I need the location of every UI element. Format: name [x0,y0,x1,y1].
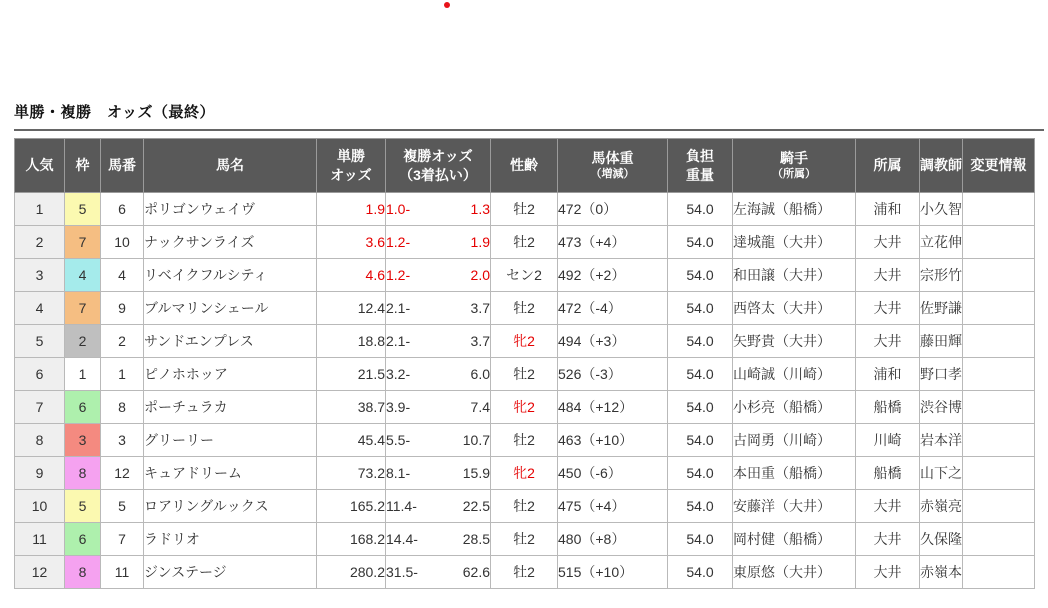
place-odds-high: 62.6 [462,564,490,580]
change-info-cell [963,490,1035,523]
win-odds-cell: 45.4 [317,424,386,457]
place-odds-high: 7.4 [470,399,490,415]
load-weight-cell: 54.0 [668,292,733,325]
table-row [15,292,1035,325]
rank-cell: 11 [15,523,65,556]
trainer-cell: 藤田輝 [920,325,963,358]
trainer-cell: 山下之 [920,457,963,490]
change-info-cell [963,292,1035,325]
horse-number-cell: 11 [101,556,144,589]
affiliation-cell: 大井 [856,490,920,523]
sex-age-cell: 牡2 [491,523,558,556]
rank-cell: 6 [15,358,65,391]
affiliation-cell: 大井 [856,325,920,358]
rank-cell: 8 [15,424,65,457]
place-odds-cell [386,259,491,292]
table-row [15,259,1035,292]
jockey-cell: 左海誠（船橋） [733,193,856,226]
waku-cell: 1 [65,358,101,391]
horse-number-cell: 8 [101,391,144,424]
place-odds-high: 22.5 [462,498,490,514]
weight-cell: 526（-3） [558,358,668,391]
waku-cell: 5 [65,490,101,523]
place-odds-cell [386,325,491,358]
weight-cell: 484（+12） [558,391,668,424]
jockey-cell: 達城龍（大井） [733,226,856,259]
odds-table [14,138,1035,589]
weight-cell: 463（+10） [558,424,668,457]
header-weight [558,139,668,193]
header-place-odds-line2: （3着払い） [399,166,477,183]
place-odds-high: 3.7 [470,333,490,349]
place-odds-low: 8.1- [386,465,411,481]
header-change-info: 変更情報 [963,139,1035,193]
win-odds-cell: 21.5 [317,358,386,391]
sex-age-cell: 牝2 [491,391,558,424]
sex-age-cell: 牡2 [491,490,558,523]
weight-cell: 472（0） [558,193,668,226]
affiliation-cell: 大井 [856,292,920,325]
rank-cell: 9 [15,457,65,490]
waku-cell: 7 [65,292,101,325]
sex-age-cell: 牡2 [491,292,558,325]
rank-cell: 3 [15,259,65,292]
place-odds-low: 3.9- [386,399,411,415]
load-weight-cell: 54.0 [668,259,733,292]
place-odds-high: 1.3 [470,201,490,217]
load-weight-cell: 54.0 [668,523,733,556]
sex-age-cell: 牡2 [491,424,558,457]
win-odds-cell: 18.8 [317,325,386,358]
header-win-odds-line2: オッズ [330,166,372,183]
table-row [15,358,1035,391]
change-info-cell [963,424,1035,457]
place-odds-range [386,564,490,580]
horse-number-cell: 12 [101,457,144,490]
jockey-cell: 西啓太（大井） [733,292,856,325]
horse-number-cell: 5 [101,490,144,523]
horse-name-cell: ポーチュラカ [144,391,317,424]
place-odds-high: 28.5 [462,531,490,547]
weight-cell: 473（+4） [558,226,668,259]
place-odds-range [386,300,490,316]
jockey-cell: 和田譲（大井） [733,259,856,292]
win-odds-cell: 38.7 [317,391,386,424]
place-odds-cell [386,424,491,457]
trainer-cell: 久保隆 [920,523,963,556]
red-dot-marker [444,2,450,8]
win-odds-cell: 73.2 [317,457,386,490]
weight-cell: 472（-4） [558,292,668,325]
place-odds-low: 14.4- [386,531,418,547]
load-weight-cell: 54.0 [668,358,733,391]
horse-name-cell: ロアリングルックス [144,490,317,523]
rank-cell: 7 [15,391,65,424]
header-load-line1: 負担 [686,148,714,165]
weight-cell: 492（+2） [558,259,668,292]
rank-cell: 5 [15,325,65,358]
place-odds-cell [386,226,491,259]
waku-cell: 6 [65,523,101,556]
weight-cell: 475（+4） [558,490,668,523]
place-odds-low: 5.5- [386,432,411,448]
place-odds-range [386,465,490,481]
change-info-cell [963,226,1035,259]
place-odds-cell [386,292,491,325]
horse-number-cell: 4 [101,259,144,292]
waku-cell: 6 [65,391,101,424]
change-info-cell [963,193,1035,226]
table-row [15,490,1035,523]
header-jockey-line2: （所属） [772,168,816,181]
horse-number-cell: 3 [101,424,144,457]
place-odds-range [386,399,490,415]
header-load-line2: 重量 [686,166,714,183]
trainer-cell: 岩本洋 [920,424,963,457]
waku-cell: 8 [65,457,101,490]
change-info-cell [963,457,1035,490]
load-weight-cell: 54.0 [668,424,733,457]
jockey-cell: 本田重（船橋） [733,457,856,490]
rank-cell: 1 [15,193,65,226]
jockey-cell: 山崎誠（川崎） [733,358,856,391]
page-title: 単勝・複勝 オッズ（最終） [14,104,216,121]
sex-age-cell: 牡2 [491,226,558,259]
place-odds-cell [386,193,491,226]
horse-name-cell: ラドリオ [144,523,317,556]
waku-cell: 7 [65,226,101,259]
table-row [15,457,1035,490]
load-weight-cell: 54.0 [668,193,733,226]
affiliation-cell: 大井 [856,259,920,292]
header-weight-line2: （増減） [590,168,635,181]
change-info-cell [963,391,1035,424]
jockey-cell: 東原悠（大井） [733,556,856,589]
header-place-odds-line1: 複勝オッズ [403,148,473,165]
place-odds-range [386,531,490,547]
waku-cell: 5 [65,193,101,226]
table-row [15,391,1035,424]
win-odds-cell: 168.2 [317,523,386,556]
change-info-cell [963,358,1035,391]
header-horse-number: 馬番 [101,139,144,193]
sex-age-cell: 牡2 [491,556,558,589]
win-odds-cell: 4.6 [317,259,386,292]
horse-number-cell: 6 [101,193,144,226]
header-sex-age: 性齢 [491,139,558,193]
header-place-odds [386,139,491,193]
rank-cell: 10 [15,490,65,523]
place-odds-low: 2.1- [386,333,411,349]
trainer-cell: 宗形竹 [920,259,963,292]
load-weight-cell: 54.0 [668,556,733,589]
header-rank: 人気 [15,139,65,193]
waku-cell: 8 [65,556,101,589]
place-odds-low: 1.2- [386,234,411,250]
sex-age-cell: 牡2 [491,358,558,391]
affiliation-cell: 大井 [856,523,920,556]
jockey-cell: 岡村健（船橋） [733,523,856,556]
header-win-odds-line1: 単勝 [337,148,365,165]
horse-number-cell: 10 [101,226,144,259]
place-odds-range [386,432,490,448]
place-odds-range [386,498,490,514]
place-odds-range [386,366,490,382]
rank-cell: 2 [15,226,65,259]
place-odds-range [386,267,490,283]
horse-name-cell: ポリゴンウェイヴ [144,193,317,226]
load-weight-cell: 54.0 [668,325,733,358]
place-odds-low: 2.1- [386,300,411,316]
affiliation-cell: 船橋 [856,457,920,490]
sex-age-cell: 牡2 [491,193,558,226]
place-odds-low: 31.5- [386,564,418,580]
affiliation-cell: 船橋 [856,391,920,424]
horse-number-cell: 1 [101,358,144,391]
place-odds-cell [386,523,491,556]
odds-table-header [15,139,1035,193]
place-odds-high: 1.9 [470,234,490,250]
table-row [15,193,1035,226]
odds-table-body [15,193,1035,589]
header-jockey [733,139,856,193]
place-odds-cell [386,457,491,490]
waku-cell: 2 [65,325,101,358]
place-odds-low: 11.4- [386,498,417,514]
horse-name-cell: リベイクフルシティ [144,259,317,292]
load-weight-cell: 54.0 [668,457,733,490]
jockey-cell: 矢野貴（大井） [733,325,856,358]
trainer-cell: 赤嶺亮 [920,490,963,523]
horse-number-cell: 2 [101,325,144,358]
table-row [15,424,1035,457]
affiliation-cell: 大井 [856,556,920,589]
place-odds-high: 6.0 [470,366,490,382]
weight-cell: 494（+3） [558,325,668,358]
jockey-cell: 小杉亮（船橋） [733,391,856,424]
header-load-weight [668,139,733,193]
load-weight-cell: 54.0 [668,391,733,424]
header-affiliation: 所属 [856,139,920,193]
header-waku: 枠 [65,139,101,193]
sex-age-cell: 牝2 [491,457,558,490]
change-info-cell [963,523,1035,556]
place-odds-cell [386,358,491,391]
header-trainer: 調教師 [920,139,963,193]
rank-cell: 12 [15,556,65,589]
header-weight-line1: 馬体重 [591,150,634,167]
win-odds-cell: 165.2 [317,490,386,523]
trainer-cell: 赤嶺本 [920,556,963,589]
header-jockey-line1: 騎手 [780,150,808,167]
win-odds-cell: 12.4 [317,292,386,325]
horse-name-cell: ブルマリンシェール [144,292,317,325]
header-win-odds [317,139,386,193]
change-info-cell [963,325,1035,358]
jockey-cell: 安藤洋（大井） [733,490,856,523]
place-odds-cell [386,556,491,589]
horse-name-cell: サンドエンプレス [144,325,317,358]
header-row [15,139,1035,193]
header-horse-name: 馬名 [144,139,317,193]
change-info-cell [963,259,1035,292]
place-odds-range [386,333,490,349]
sex-age-cell: 牝2 [491,325,558,358]
place-odds-high: 15.9 [462,465,490,481]
sex-age-cell: セン2 [491,259,558,292]
title-divider [14,129,1044,131]
trainer-cell: 野口孝 [920,358,963,391]
waku-cell: 4 [65,259,101,292]
trainer-cell: 佐野謙 [920,292,963,325]
load-weight-cell: 54.0 [668,226,733,259]
place-odds-range [386,234,490,250]
win-odds-cell: 3.6 [317,226,386,259]
place-odds-low: 1.0- [386,201,411,217]
change-info-cell [963,556,1035,589]
trainer-cell: 渋谷博 [920,391,963,424]
table-row [15,523,1035,556]
horse-name-cell: ジンステージ [144,556,317,589]
horse-name-cell: ナックサンライズ [144,226,317,259]
horse-name-cell: キュアドリーム [144,457,317,490]
place-odds-high: 2.0 [470,267,490,283]
place-odds-low: 1.2- [386,267,411,283]
rank-cell: 4 [15,292,65,325]
affiliation-cell: 川崎 [856,424,920,457]
weight-cell: 480（+8） [558,523,668,556]
trainer-cell: 小久智 [920,193,963,226]
jockey-cell: 古岡勇（川崎） [733,424,856,457]
win-odds-cell: 1.9 [317,193,386,226]
weight-cell: 515（+10） [558,556,668,589]
affiliation-cell: 浦和 [856,358,920,391]
affiliation-cell: 大井 [856,226,920,259]
horse-name-cell: ピノホホッア [144,358,317,391]
trainer-cell: 立花伸 [920,226,963,259]
win-odds-cell: 280.2 [317,556,386,589]
place-odds-range [386,201,490,217]
horse-number-cell: 7 [101,523,144,556]
table-row [15,226,1035,259]
table-row [15,556,1035,589]
place-odds-high: 10.7 [462,432,490,448]
load-weight-cell: 54.0 [668,490,733,523]
place-odds-low: 3.2- [386,366,411,382]
waku-cell: 3 [65,424,101,457]
place-odds-cell [386,490,491,523]
affiliation-cell: 浦和 [856,193,920,226]
weight-cell: 450（-6） [558,457,668,490]
horse-name-cell: グリーリー [144,424,317,457]
place-odds-high: 3.7 [470,300,490,316]
table-row [15,325,1035,358]
place-odds-cell [386,391,491,424]
horse-number-cell: 9 [101,292,144,325]
